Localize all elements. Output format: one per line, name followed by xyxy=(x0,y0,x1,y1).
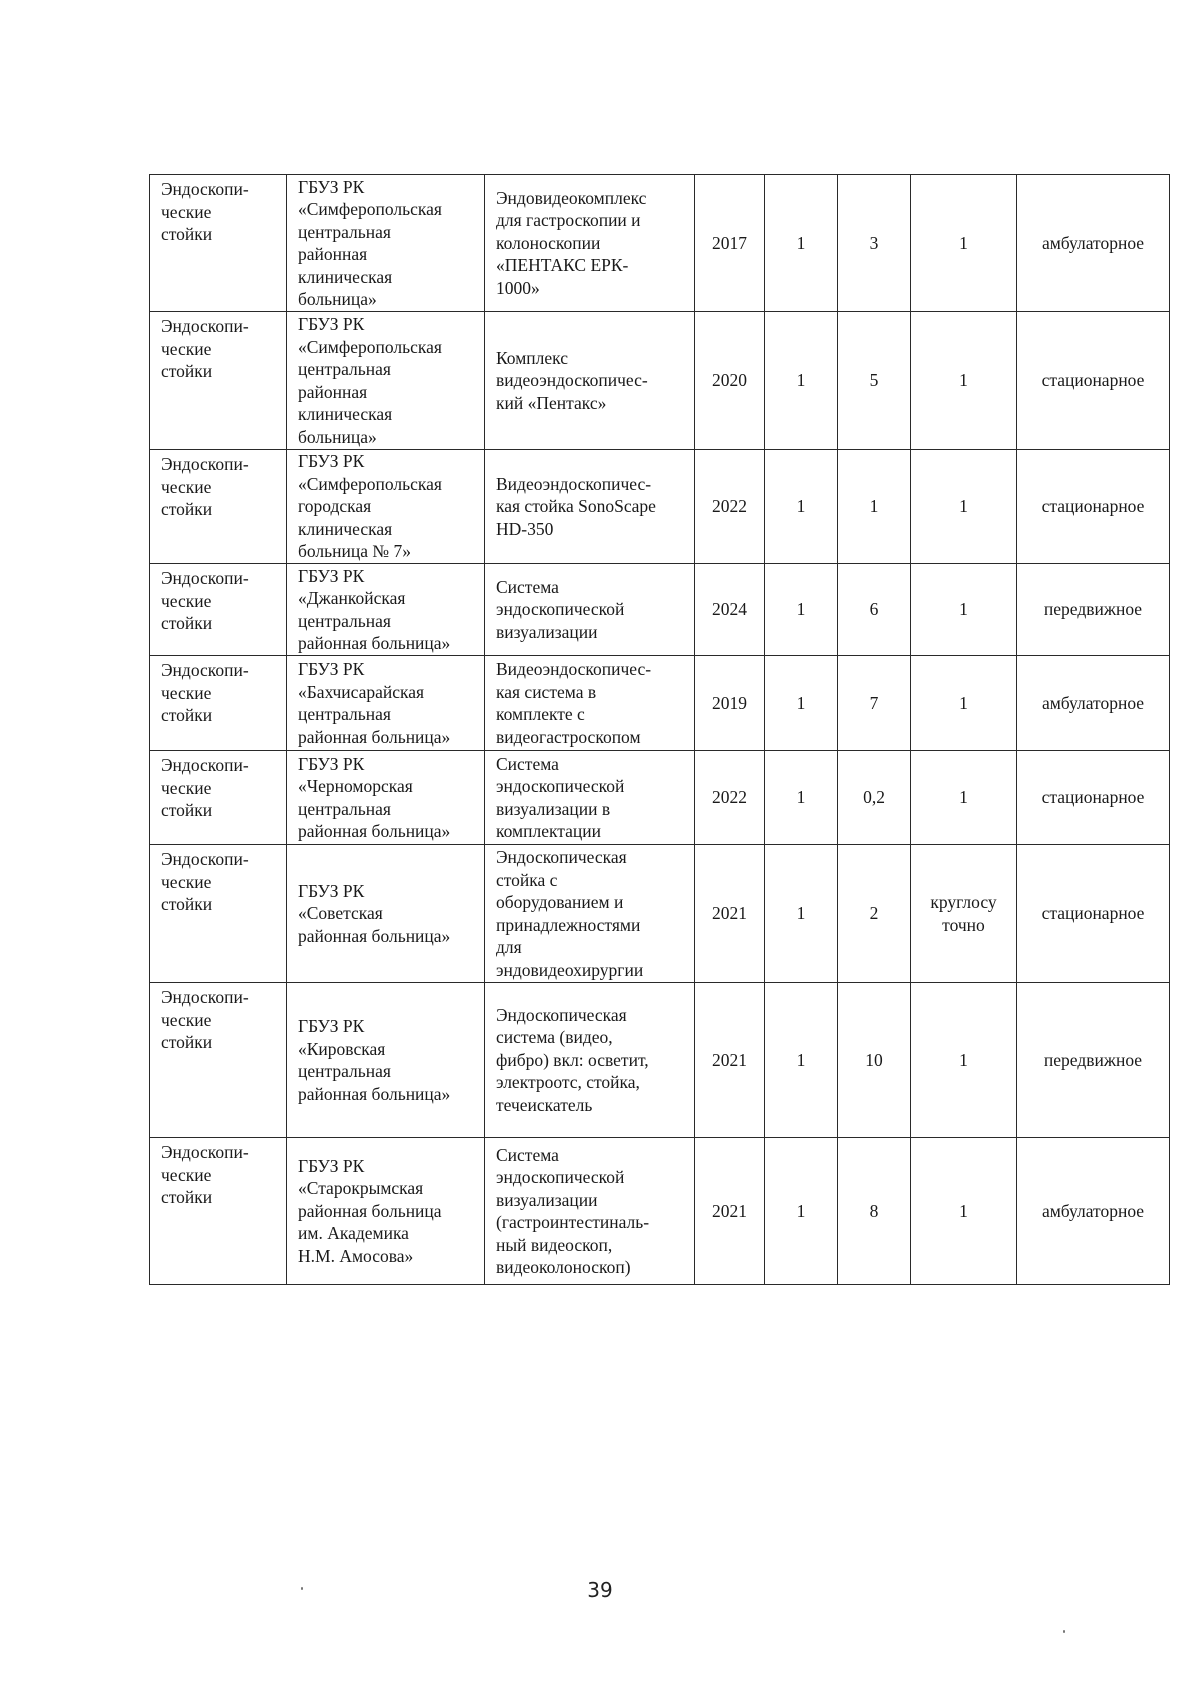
year-cell: 2022 xyxy=(695,751,765,845)
column-7-cell: 1 xyxy=(911,751,1017,845)
usage-mode-cell: передвижное xyxy=(1017,564,1170,656)
column-6-cell: 0,2 xyxy=(838,751,911,845)
table-row xyxy=(150,450,1170,564)
table-row xyxy=(150,983,1170,1138)
equipment-type-cell: Эндоскопи- ческие стойки xyxy=(150,564,287,656)
quantity-cell: 1 xyxy=(765,564,838,656)
table-row xyxy=(150,564,1170,656)
equipment-table xyxy=(149,174,1170,1285)
equipment-type-cell: Эндоскопи- ческие стойки xyxy=(150,312,287,450)
quantity-cell: 1 xyxy=(765,312,838,450)
organization-cell: ГБУЗ РК «Симферопольская центральная районная клиническая больница» xyxy=(287,175,485,312)
quantity-cell: 1 xyxy=(765,1138,838,1285)
equipment-name-cell: Эндоскопическая система (видео, фибро) вкл: осветит, электроотс, стойка, течеискатель xyxy=(485,983,695,1138)
column-6-cell: 7 xyxy=(838,656,911,751)
usage-mode-cell: амбулаторное xyxy=(1017,175,1170,312)
quantity-cell: 1 xyxy=(765,656,838,751)
column-7-cell: 1 xyxy=(911,656,1017,751)
year-cell: 2021 xyxy=(695,983,765,1138)
usage-mode-cell: передвижное xyxy=(1017,983,1170,1138)
equipment-name-cell: Видеоэндоскопичес- кая стойка SonoScape HD-350 xyxy=(485,450,695,564)
equipment-type-cell: Эндоскопи- ческие стойки xyxy=(150,175,287,312)
column-7-cell: круглосу точно xyxy=(911,845,1017,983)
equipment-type-cell: Эндоскопи- ческие стойки xyxy=(150,845,287,983)
usage-mode-cell: амбулаторное xyxy=(1017,656,1170,751)
equipment-type-cell: Эндоскопи- ческие стойки xyxy=(150,1138,287,1285)
year-cell: 2017 xyxy=(695,175,765,312)
quantity-cell: 1 xyxy=(765,983,838,1138)
quantity-cell: 1 xyxy=(765,751,838,845)
year-cell: 2020 xyxy=(695,312,765,450)
equipment-name-cell: Система эндоскопической визуализации xyxy=(485,564,695,656)
table-row xyxy=(150,845,1170,983)
usage-mode-cell: стационарное xyxy=(1017,450,1170,564)
page-number: 39 xyxy=(587,1578,613,1602)
year-cell: 2019 xyxy=(695,656,765,751)
column-6-cell: 2 xyxy=(838,845,911,983)
equipment-name-cell: Комплекс видеоэндоскопичес- кий «Пентакс» xyxy=(485,312,695,450)
organization-cell: ГБУЗ РК «Черноморская центральная районная больница» xyxy=(287,751,485,845)
table-row xyxy=(150,751,1170,845)
organization-cell: ГБУЗ РК «Симферопольская центральная районная клиническая больница» xyxy=(287,312,485,450)
organization-cell: ГБУЗ РК «Советская районная больница» xyxy=(287,845,485,983)
table-row xyxy=(150,656,1170,751)
equipment-name-cell: Видеоэндоскопичес- кая система в комплекте с видеогастроскопом xyxy=(485,656,695,751)
quantity-cell: 1 xyxy=(765,450,838,564)
table-body xyxy=(150,175,1170,1285)
scan-speck xyxy=(301,1587,303,1590)
year-cell: 2024 xyxy=(695,564,765,656)
equipment-type-cell: Эндоскопи- ческие стойки xyxy=(150,983,287,1138)
equipment-name-cell: Эндовидеокомплекс для гастроскопии и колоноскопии «ПЕНТАКС ЕРК- 1000» xyxy=(485,175,695,312)
equipment-type-cell: Эндоскопи- ческие стойки xyxy=(150,656,287,751)
equipment-name-cell: Система эндоскопической визуализации в комплектации xyxy=(485,751,695,845)
organization-cell: ГБУЗ РК «Старокрымская районная больница им. Академика Н.М. Амосова» xyxy=(287,1138,485,1285)
year-cell: 2022 xyxy=(695,450,765,564)
equipment-name-cell: Эндоскопическая стойка с оборудованием и принадлежностями для эндовидеохирургии xyxy=(485,845,695,983)
table-row xyxy=(150,312,1170,450)
usage-mode-cell: амбулаторное xyxy=(1017,1138,1170,1285)
quantity-cell: 1 xyxy=(765,845,838,983)
column-7-cell: 1 xyxy=(911,312,1017,450)
column-7-cell: 1 xyxy=(911,1138,1017,1285)
column-6-cell: 1 xyxy=(838,450,911,564)
scan-speck xyxy=(1063,1630,1065,1633)
column-6-cell: 3 xyxy=(838,175,911,312)
usage-mode-cell: стационарное xyxy=(1017,312,1170,450)
column-7-cell: 1 xyxy=(911,564,1017,656)
equipment-name-cell: Система эндоскопической визуализации (гастроинтестиналь- ный видеоскоп, видеоколоноскоп) xyxy=(485,1138,695,1285)
column-6-cell: 5 xyxy=(838,312,911,450)
equipment-type-cell: Эндоскопи- ческие стойки xyxy=(150,751,287,845)
column-6-cell: 10 xyxy=(838,983,911,1138)
column-6-cell: 8 xyxy=(838,1138,911,1285)
table-row xyxy=(150,1138,1170,1285)
column-7-cell: 1 xyxy=(911,175,1017,312)
table-row xyxy=(150,175,1170,312)
column-6-cell: 6 xyxy=(838,564,911,656)
usage-mode-cell: стационарное xyxy=(1017,845,1170,983)
year-cell: 2021 xyxy=(695,845,765,983)
organization-cell: ГБУЗ РК «Кировская центральная районная больница» xyxy=(287,983,485,1138)
organization-cell: ГБУЗ РК «Джанкойская центральная районная больница» xyxy=(287,564,485,656)
year-cell: 2021 xyxy=(695,1138,765,1285)
quantity-cell: 1 xyxy=(765,175,838,312)
organization-cell: ГБУЗ РК «Симферопольская городская клиническая больница № 7» xyxy=(287,450,485,564)
column-7-cell: 1 xyxy=(911,450,1017,564)
column-7-cell: 1 xyxy=(911,983,1017,1138)
organization-cell: ГБУЗ РК «Бахчисарайская центральная районная больница» xyxy=(287,656,485,751)
equipment-type-cell: Эндоскопи- ческие стойки xyxy=(150,450,287,564)
usage-mode-cell: стационарное xyxy=(1017,751,1170,845)
